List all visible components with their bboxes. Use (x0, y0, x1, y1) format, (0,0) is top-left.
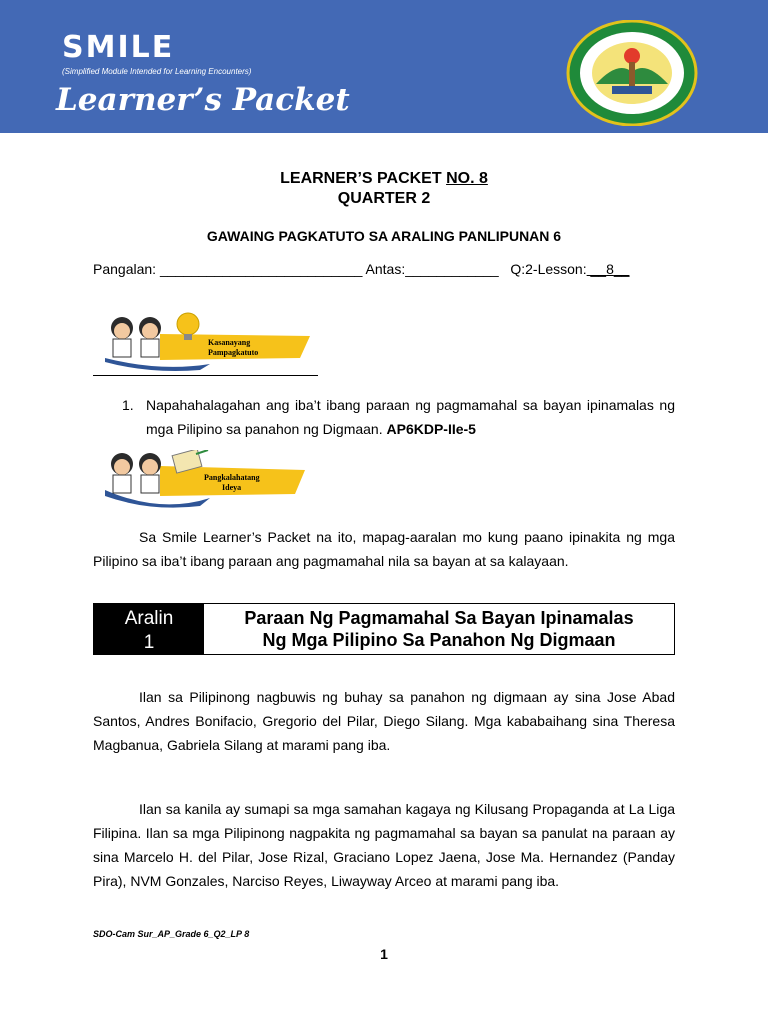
objective-text: Napahahalagahan ang iba’t ibang paraan ng pagmamahal sa bayan ipinamalas ng mga Pilipino sa panahon ng Digmaan. (146, 397, 675, 437)
grade-label: Antas: (365, 261, 406, 277)
brand-logo-text: SMILE (62, 30, 175, 65)
idea-badge (100, 450, 315, 512)
packet-title: Learner’s Packet (56, 82, 350, 118)
objective-number: 1. (122, 397, 134, 413)
student-info-line: Pangalan: __________________________ Antas:____________ Q:2-Lesson: __8__ (93, 261, 630, 277)
lesson-number: 8 (606, 261, 614, 277)
lesson-title-box (93, 603, 675, 655)
header-banner (0, 0, 768, 133)
name-label: Pangalan: (93, 261, 157, 277)
intro-paragraph: Sa Smile Learner’s Packet na ito, mapag-aaralan mo kung paano ipinakita ng mga Pilipino sa iba’t ibang paraan ang pagmamahal nila sa bayan at sa kalayaan. (93, 529, 675, 569)
idea-label-2: Ideya (222, 483, 242, 492)
competency-code: AP6KDP-IIe-5 (386, 421, 476, 437)
competency-label-2: Pampagkatuto (208, 348, 259, 357)
students-icon (111, 453, 161, 493)
competency-badge (100, 310, 315, 372)
lesson-label: Q:2-Lesson: (510, 261, 587, 277)
section-rule (93, 375, 318, 376)
idea-label-1: Pangkalahatang (204, 473, 260, 482)
page-number: 1 (380, 946, 388, 962)
students-icon (111, 317, 161, 357)
quarter-heading: QUARTER 2 (337, 190, 431, 207)
grade-field[interactable]: ____________ (405, 261, 499, 277)
name-field[interactable]: __________________________ (159, 261, 363, 277)
lesson-title: Paraan Ng Pagmamahal Sa Bayan Ipinamalas Ng Mga Pilipino Sa Panahon Ng Digmaan (244, 608, 634, 650)
body-paragraph-1: Ilan sa Pilipinong nagbuwis ng buhay sa panahon ng digmaan ay sina Jose Abad Santos, Andres Bonifacio, Gregorio del Pilar, Diego Silang. Mga kababaihang sina Theresa Magbanua, Gabriela Silang at marami pang iba. (93, 689, 675, 753)
division-seal-icon (566, 20, 698, 126)
footer-code: SDO-Cam Sur_AP_Grade 6_Q2_LP 8 (93, 929, 250, 939)
body-paragraph-2: Ilan sa kanila ay sumapi sa mga samahan kagaya ng Kilusang Propaganda at La Liga Filipina. Ilan sa mga Pilipinong nagpakita ng pagmamahal sa bayan sa panulat na paraan ay sina Marcelo H. del Pilar, Jose Rizal, Graciano Lopez Jaena, Jose Ma. Hernandez (Panday Pira), NVM Gonzales, Narciso Reyes, Liwayway Arceo at marami pang iba. (93, 801, 675, 889)
competency-label-1: Kasanayang (208, 338, 251, 347)
packet-number-heading: LEARNER’S PACKET NO. 8 (280, 170, 488, 187)
learning-objective (122, 393, 675, 441)
subject-heading: GAWAING PAGKATUTO SA ARALING PANLIPUNAN 6 (206, 228, 562, 244)
lesson-label: Aralin 1 (94, 604, 204, 654)
brand-subtitle: (Simplified Module Intended for Learning Encounters) (62, 67, 252, 76)
